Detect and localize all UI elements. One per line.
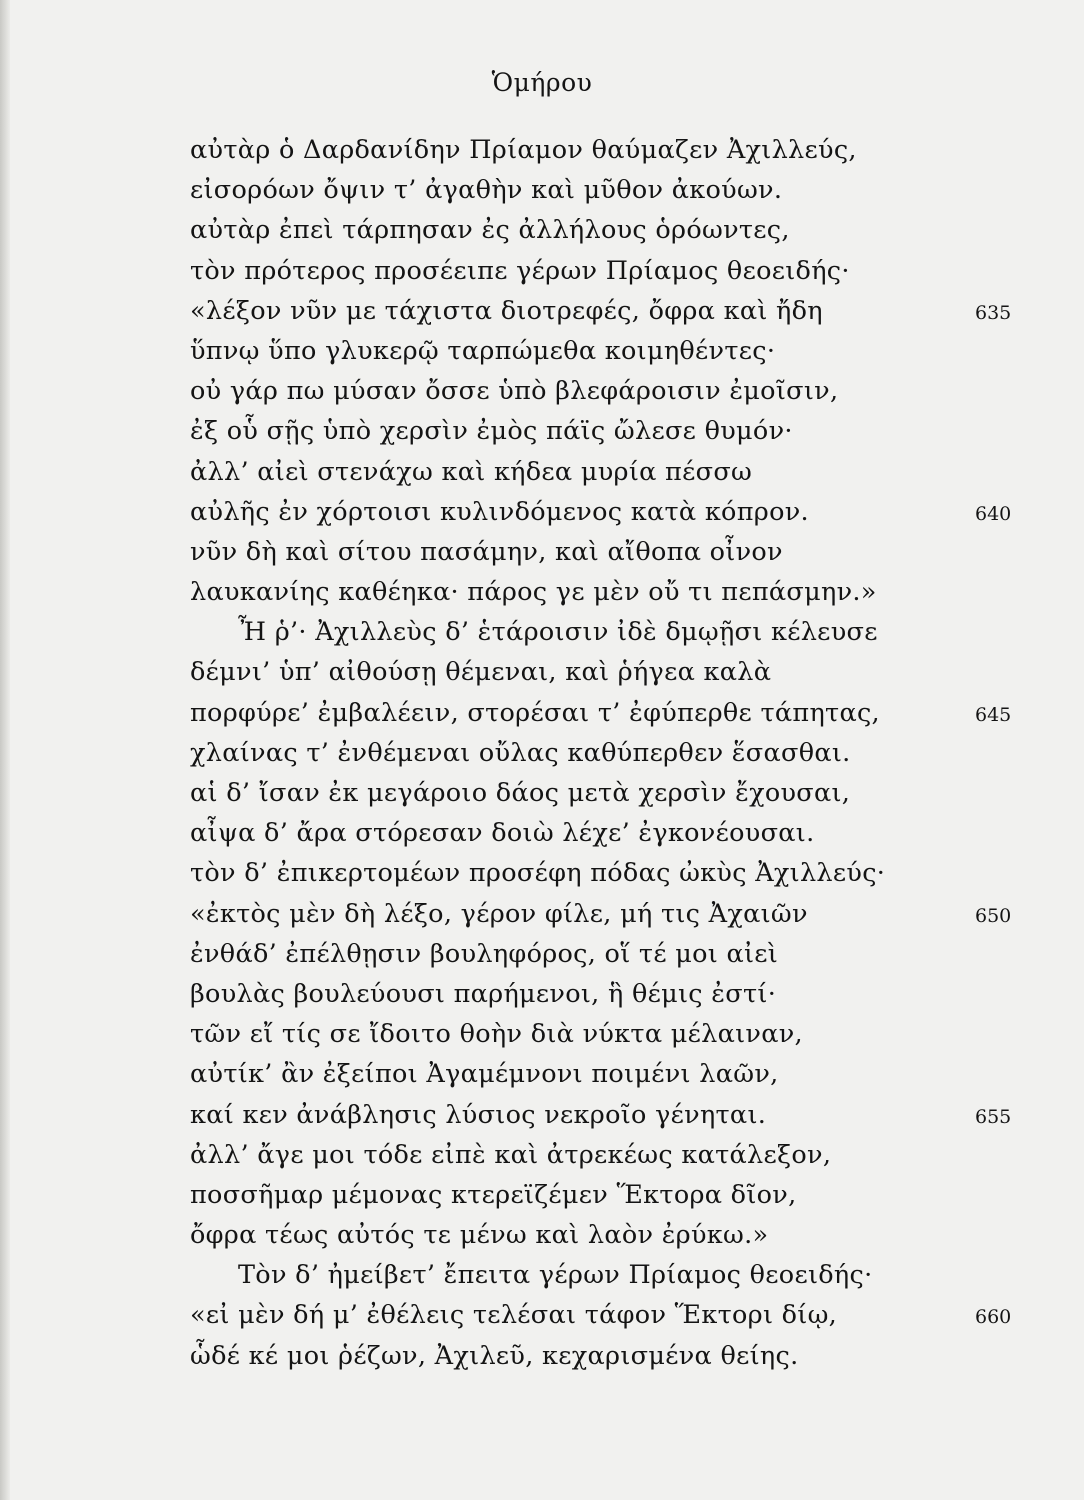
verse-text: Ἦ ῥ’· Ἀχιλλεὺς δ’ ἑτάροισιν ἰδὲ δμῳῇσι κέλευσε xyxy=(238,617,878,648)
verse-line xyxy=(0,1095,1084,1135)
verse-line xyxy=(0,411,1084,451)
verse-line xyxy=(0,1255,1084,1295)
verse-line xyxy=(0,894,1084,934)
verse-line xyxy=(0,452,1084,492)
running-head: Ὁμήρου xyxy=(491,68,593,97)
verse-text: αὐλῆς ἐν χόρτοισι κυλινδόμενος κατὰ κόπρον. xyxy=(190,496,809,527)
verse-line xyxy=(0,652,1084,692)
verse-line xyxy=(0,612,1084,652)
line-number: 660 xyxy=(975,1306,1012,1329)
verse-line xyxy=(0,251,1084,291)
verse-line xyxy=(0,210,1084,250)
verse-text: Τὸν δ’ ἠμείβετ’ ἔπειτα γέρων Πρίαμος θεοειδής· xyxy=(238,1260,873,1291)
verse-line xyxy=(0,1054,1084,1094)
verse-line xyxy=(0,1175,1084,1215)
verse-text: τὸν δ’ ἐπικερτομέων προσέφη πόδας ὠκὺς Ἀχιλλεύς· xyxy=(190,858,886,889)
verse-text: ἐνθάδ’ ἐπέλθῃσιν βουληφόρος, οἵ τέ μοι αἰεὶ xyxy=(190,938,779,969)
verse-line xyxy=(0,1135,1084,1175)
verse-text: ποσσῆμαρ μέμονας κτερεϊζέμεν Ἕκτορα δῖον, xyxy=(190,1179,797,1210)
verse-line xyxy=(0,934,1084,974)
verse-text: νῦν δὴ καὶ σίτου πασάμην, καὶ αἴθοπα οἶνον xyxy=(190,536,783,567)
verse-line xyxy=(0,371,1084,411)
line-number: 640 xyxy=(975,502,1012,525)
verse-line xyxy=(0,572,1084,612)
verse-line xyxy=(0,1215,1084,1255)
verse-text: ἐξ οὗ σῇς ὑπὸ χερσὶν ἐμὸς πάϊς ὤλεσε θυμόν· xyxy=(190,416,793,447)
verse-text: τῶν εἴ τίς σε ἴδοιτο θοὴν διὰ νύκτα μέλαιναν, xyxy=(190,1019,803,1050)
verse-text: «λέξον νῦν με τάχιστα διοτρεφές, ὄφρα καὶ ἤδη xyxy=(190,295,823,326)
verse-text: «ἐκτὸς μὲν δὴ λέξο, γέρον φίλε, μή τις Ἀχαιῶν xyxy=(190,898,808,929)
verse-text: αὐτὰρ ἐπεὶ τάρπησαν ἐς ἀλλήλους ὁρόωντες, xyxy=(190,215,790,246)
verse-line xyxy=(0,853,1084,893)
verse-line xyxy=(0,693,1084,733)
verse-line xyxy=(0,1014,1084,1054)
verse-line xyxy=(0,291,1084,331)
verse-line xyxy=(0,130,1084,170)
verse-text: ὄφρα τέως αὐτός τε μένω καὶ λαὸν ἐρύκω.» xyxy=(190,1220,769,1251)
line-number: 655 xyxy=(975,1105,1012,1128)
line-number: 645 xyxy=(975,703,1012,726)
verse-line xyxy=(0,773,1084,813)
verse-text: ἀλλ’ αἰεὶ στενάχω καὶ κήδεα μυρία πέσσω xyxy=(190,456,753,487)
verse-text: δέμνι’ ὑπ’ αἰθούσῃ θέμεναι, καὶ ῥήγεα καλὰ xyxy=(190,657,772,688)
verse-text: ὧδέ κέ μοι ῥέζων, Ἀχιλεῦ, κεχαρισμένα θείης. xyxy=(190,1340,799,1371)
verse-line xyxy=(0,331,1084,371)
verse-text: καί κεν ἀνάβλησις λύσιος νεκροῖο γένηται. xyxy=(190,1099,767,1130)
verse-text: οὐ γάρ πω μύσαν ὄσσε ὑπὸ βλεφάροισιν ἐμοῖσιν, xyxy=(190,376,839,407)
verse-line xyxy=(0,974,1084,1014)
verse-text: πορφύρε’ ἐμβαλέειν, στορέσαι τ’ ἐφύπερθε τάπητας, xyxy=(190,697,880,728)
verse-text: λαυκανίης καθέηκα· πάρος γε μὲν οὔ τι πεπάσμην.» xyxy=(190,577,877,608)
verse-text: αἱ δ’ ἴσαν ἐκ μεγάροιο δάος μετὰ χερσὶν ἔχουσαι, xyxy=(190,778,851,808)
verse-line xyxy=(0,532,1084,572)
verse-line xyxy=(0,492,1084,532)
verse-text: «εἰ μὲν δή μ’ ἐθέλεις τελέσαι τάφον Ἕκτορι δίῳ, xyxy=(190,1300,838,1331)
verse-text: τὸν πρότερος προσέειπε γέρων Πρίαμος θεοειδής· xyxy=(190,255,850,286)
verse-text: ὕπνῳ ὕπο γλυκερῷ ταρπώμεθα κοιμηθέντες· xyxy=(190,335,776,366)
verse-text: βουλὰς βουλεύουσι παρήμενοι, ἣ θέμις ἐστί· xyxy=(190,978,777,1009)
verse-text: αἶψα δ’ ἄρα στόρεσαν δοιὼ λέχε’ ἐγκονέουσαι. xyxy=(190,818,815,849)
line-number: 635 xyxy=(975,301,1012,324)
verse-line xyxy=(0,170,1084,210)
verse-text: χλαίνας τ’ ἐνθέμεναι οὔλας καθύπερθεν ἕσασθαι. xyxy=(190,737,851,768)
verse-line xyxy=(0,1336,1084,1376)
verse-text: εἰσορόων ὄψιν τ’ ἀγαθὴν καὶ μῦθον ἀκούων. xyxy=(190,175,783,206)
poem-text xyxy=(0,130,1084,1376)
line-number: 650 xyxy=(975,904,1012,927)
verse-line xyxy=(0,733,1084,773)
verse-text: αὐτίκ’ ἂν ἐξείποι Ἀγαμέμνονι ποιμένι λαῶν, xyxy=(190,1059,779,1090)
verse-line xyxy=(0,1295,1084,1335)
verse-line xyxy=(0,813,1084,853)
verse-text: αὐτὰρ ὁ Δαρδανίδην Πρίαμον θαύμαζεν Ἀχιλλεύς, xyxy=(190,135,857,165)
verse-text: ἀλλ’ ἄγε μοι τόδε εἰπὲ καὶ ἀτρεκέως κατάλεξον, xyxy=(190,1139,832,1170)
